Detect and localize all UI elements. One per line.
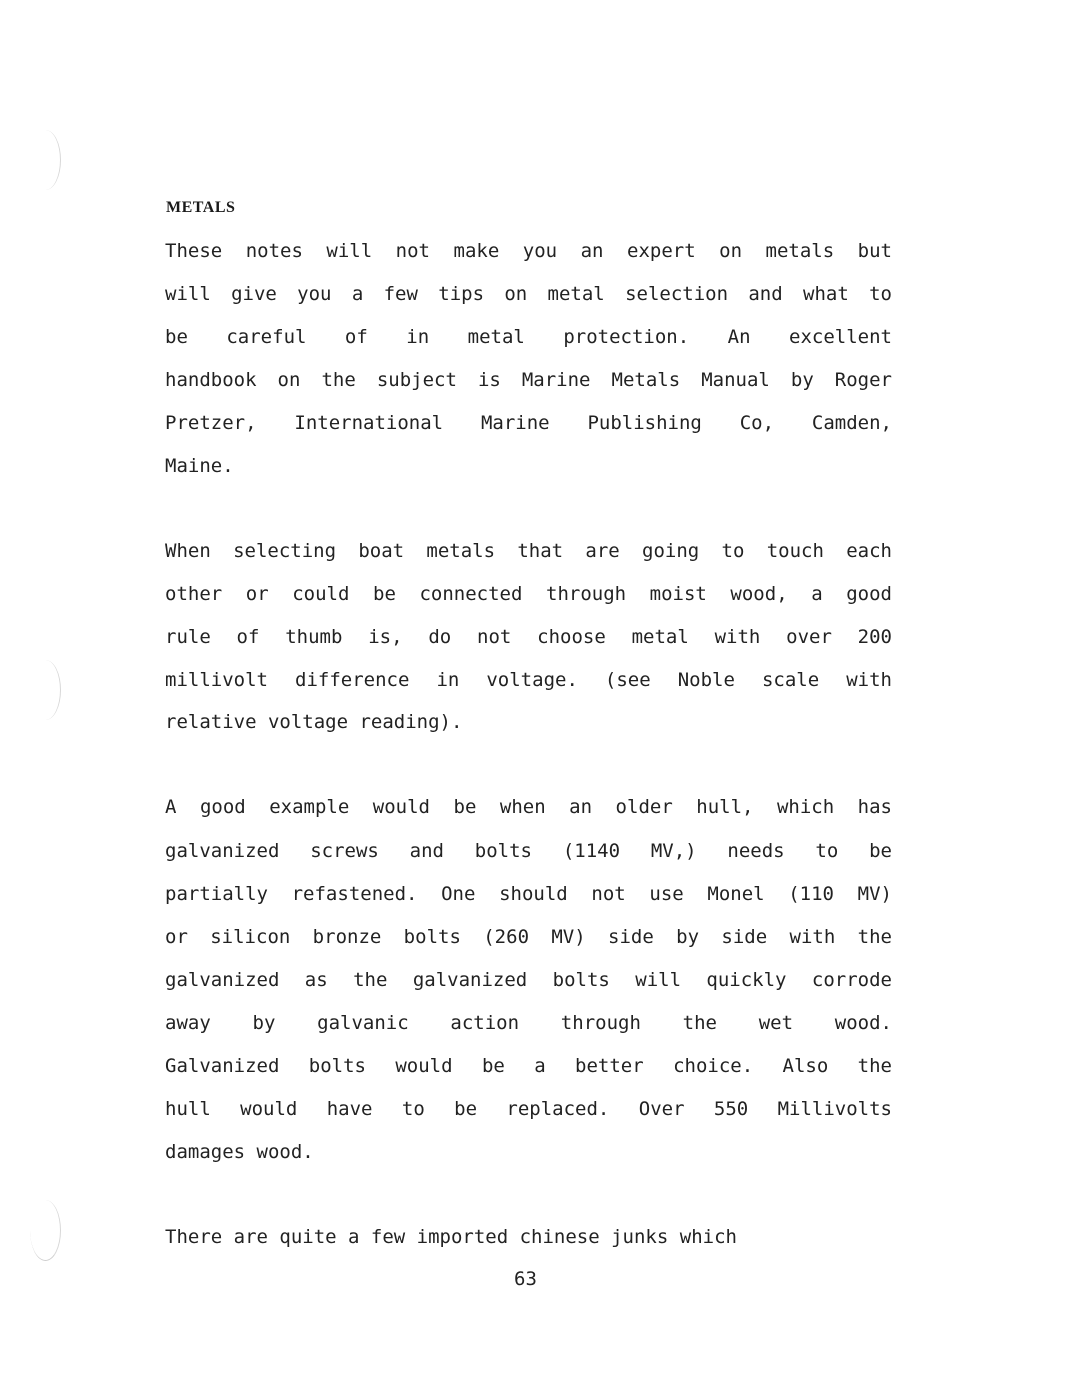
paragraph-3-line-6: away by galvanic action through the wet wood. [165,1012,892,1034]
paragraph-1-line-3: be careful of in metal protection. An excellent [165,326,892,348]
hole-punch-mark [30,1200,61,1261]
paragraph-3-line-8: hull would have to be replaced. Over 550 Millivolts [165,1098,892,1120]
paragraph-1-line-6: Maine. [165,455,234,477]
paragraph-3-line-9: damages wood. [165,1141,314,1163]
paragraph-3-line-3: partially refastened. One should not use Monel (110 MV) [165,883,892,905]
page-number-text: 63 [514,1268,537,1290]
paragraph-3-line-4: or silicon bronze bolts (260 MV) side by side with the [165,926,892,948]
paragraph-2-line-4: millivolt difference in voltage. (see Noble scale with [165,669,892,691]
section-heading: METALS [166,199,236,216]
paragraph-3-line-2: galvanized screws and bolts (1140 MV,) needs to be [165,840,892,862]
paragraph-4-line-1: There are quite a few imported chinese junks which [165,1226,737,1248]
paragraph-2-line-1: When selecting boat metals that are going to touch each [165,540,892,562]
paragraph-1-line-2: will give you a few tips on metal selection and what to [165,283,892,305]
paragraph-1-line-1: These notes will not make you an expert on metals but [165,240,892,262]
page-number [0,1268,1071,1290]
paragraph-3-line-1: A good example would be when an older hull, which has [165,796,892,818]
paragraph-2-line-3: rule of thumb is, do not choose metal with over 200 [165,626,892,648]
paragraph-2-line-2: other or could be connected through moist wood, a good [165,583,892,605]
paragraph-2-line-5: relative voltage reading). [165,711,463,733]
hole-punch-mark [30,660,61,720]
paragraph-1-line-5: Pretzer, International Marine Publishing Co, Camden, [165,412,892,434]
paragraph-3-line-7: Galvanized bolts would be a better choice. Also the [165,1055,892,1077]
paragraph-1-line-4: handbook on the subject is Marine Metals Manual by Roger [165,369,892,391]
hole-punch-mark [30,130,61,190]
paragraph-3-line-5: galvanized as the galvanized bolts will quickly corrode [165,969,892,991]
